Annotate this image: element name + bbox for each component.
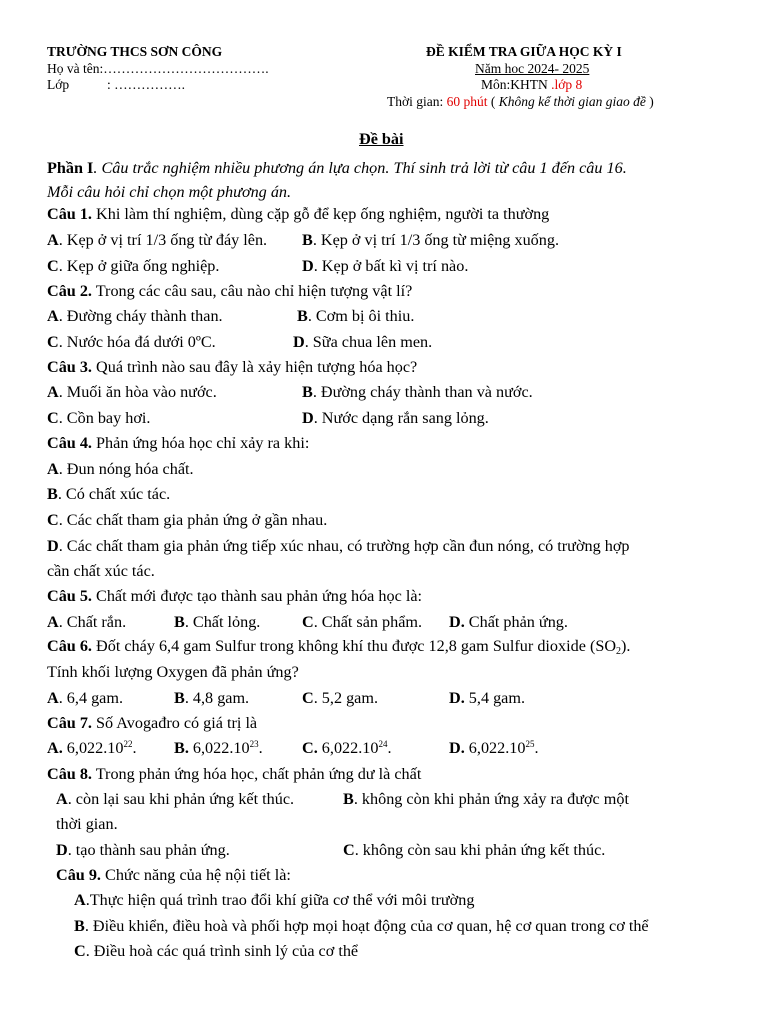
option-end: . bbox=[387, 739, 392, 757]
option-letter: B bbox=[174, 613, 185, 631]
option-text: . Sữa chua lên men. bbox=[304, 333, 433, 351]
option-text: . Có chất xúc tác. bbox=[57, 485, 171, 503]
question-label: Câu 7. bbox=[47, 714, 92, 732]
option-text: . Nước dạng rắn sang lỏng. bbox=[313, 409, 489, 427]
subscript: 2 bbox=[616, 646, 622, 657]
q5-option-a bbox=[47, 613, 126, 632]
option-text: . Các chất tham gia phản ứng ở gần nhau. bbox=[58, 511, 328, 529]
student-name-field: Họ và tên:………………………………. bbox=[47, 61, 269, 76]
option-text: . Chất lỏng. bbox=[184, 613, 261, 631]
time-paren-open: ( bbox=[487, 94, 499, 109]
option-letter: A bbox=[47, 307, 59, 325]
option-text: Chất phản ứng. bbox=[464, 613, 568, 631]
option-letter: C bbox=[302, 689, 314, 707]
q7-option-a bbox=[47, 739, 137, 758]
q4-option-d-cont: cần chất xúc tác. bbox=[47, 562, 155, 580]
time-label: Thời gian: bbox=[387, 94, 447, 109]
q9-option-b bbox=[74, 917, 649, 936]
q2-option-c bbox=[47, 333, 216, 352]
option-letter: B bbox=[47, 485, 58, 503]
option-text: . 6,4 gam. bbox=[58, 689, 123, 707]
part1-intro: . Câu trắc nghiệm nhiều phương án lựa chọn. Thí sinh trả lời từ câu 1 đến câu 16. bbox=[93, 159, 627, 177]
option-text: . 4,8 gam. bbox=[184, 689, 250, 707]
option-base: 6,022.10 bbox=[317, 739, 379, 757]
option-text: . Đường cháy thành than. bbox=[58, 307, 223, 325]
q1-option-c bbox=[47, 257, 219, 276]
option-letter: D bbox=[293, 333, 305, 351]
option-letter: B bbox=[297, 307, 308, 325]
question-2 bbox=[47, 282, 412, 301]
option-letter: A bbox=[74, 891, 86, 909]
option-text: . Kẹp ở giữa ống nghiệp. bbox=[58, 257, 220, 275]
subject-name: Môn:KHTN bbox=[481, 77, 548, 92]
q5-option-b bbox=[174, 613, 260, 632]
option-dot: . bbox=[184, 739, 189, 757]
q6-option-a bbox=[47, 689, 123, 708]
option-letter: B bbox=[174, 739, 185, 757]
school-name: TRƯỜNG THCS SƠN CÔNG bbox=[47, 44, 223, 59]
option-base: 6,022.10 bbox=[188, 739, 250, 757]
time-value: 60 phút bbox=[446, 94, 488, 109]
q2-option-a bbox=[47, 307, 223, 326]
option-letter: B bbox=[343, 790, 354, 808]
class-field: : ……………. bbox=[107, 77, 186, 92]
option-text: . không còn khi phản ứng xảy ra được một bbox=[353, 790, 629, 808]
part1-intro-line1 bbox=[47, 159, 627, 178]
option-letter: B bbox=[302, 231, 313, 249]
option-letter: D bbox=[47, 537, 59, 555]
question-label: Câu 5. bbox=[47, 587, 92, 605]
exam-title: ĐỀ KIỂM TRA GIỮA HỌC KỲ I bbox=[426, 44, 622, 59]
option-text: . tạo thành sau phản ứng. bbox=[67, 841, 230, 859]
option-text: . Cơm bị ôi thiu. bbox=[307, 307, 415, 325]
question-9 bbox=[56, 866, 291, 885]
question-5 bbox=[47, 587, 422, 606]
option-letter: A bbox=[47, 689, 59, 707]
q8-option-c bbox=[343, 841, 605, 860]
option-letter: C bbox=[302, 739, 314, 757]
q4-option-d bbox=[47, 537, 630, 556]
option-text: . Muối ăn hòa vào nước. bbox=[58, 383, 217, 401]
q2-option-b bbox=[297, 307, 414, 326]
question-1 bbox=[47, 205, 549, 224]
exponent: 22 bbox=[123, 739, 133, 749]
q3-option-d bbox=[302, 409, 489, 428]
option-letter: C bbox=[47, 257, 59, 275]
q8-option-b bbox=[343, 790, 629, 809]
q4-option-c bbox=[47, 511, 327, 530]
option-dot: . bbox=[58, 739, 63, 757]
option-letter: A bbox=[56, 790, 68, 808]
option-letter: A bbox=[47, 383, 59, 401]
q9-option-a bbox=[74, 891, 474, 910]
q2-option-d bbox=[293, 333, 432, 352]
option-letter: B bbox=[74, 917, 85, 935]
option-letter: D bbox=[56, 841, 68, 859]
option-text: .Thực hiện quá trình trao đổi khí giữa cơ thể với môi trường bbox=[85, 891, 475, 909]
option-text: 5,4 gam. bbox=[464, 689, 525, 707]
q3-option-a bbox=[47, 383, 217, 402]
question-label: Câu 8. bbox=[47, 765, 92, 783]
question-text: Trong các câu sau, câu nào chỉ hiện tượng vật lí? bbox=[91, 282, 413, 300]
option-text: . Đun nóng hóa chất. bbox=[58, 460, 194, 478]
time-note: Không kể thời gian giao đề bbox=[498, 94, 646, 109]
option-text: . Điều hoà các quá trình sinh lý của cơ thể bbox=[85, 942, 359, 960]
option-dot: . bbox=[313, 739, 318, 757]
option-letter: A bbox=[47, 613, 59, 631]
exponent: 23 bbox=[249, 739, 259, 749]
q1-option-d bbox=[302, 257, 468, 276]
question-7 bbox=[47, 714, 257, 733]
option-text: . Chất sản phẩm. bbox=[313, 613, 423, 631]
question-8 bbox=[47, 765, 421, 784]
exponent: 24 bbox=[378, 739, 388, 749]
question-3 bbox=[47, 358, 417, 377]
exponent: 25 bbox=[525, 739, 535, 749]
q3-option-c bbox=[47, 409, 150, 428]
question-text: Quá trình nào sau đây là xảy hiện tượng hóa học? bbox=[91, 358, 418, 376]
q4-option-b bbox=[47, 485, 170, 504]
option-letter: B bbox=[174, 689, 185, 707]
option-letter: C bbox=[74, 942, 86, 960]
option-letter: C bbox=[47, 511, 59, 529]
question-text-end: ). bbox=[621, 637, 631, 655]
subject-line bbox=[481, 77, 582, 93]
question-6-line2: Tính khối lượng Oxygen đã phản ứng? bbox=[47, 663, 299, 681]
question-text: Chức năng của hệ nội tiết là: bbox=[100, 866, 291, 884]
option-end: . bbox=[258, 739, 263, 757]
q4-option-a bbox=[47, 460, 194, 479]
option-text: . Kẹp ở vị trí 1/3 ống từ đáy lên. bbox=[58, 231, 268, 249]
question-label: Câu 9. bbox=[56, 866, 101, 884]
question-text: Khi làm thí nghiệm, dùng cặp gỗ để kẹp ống nghiệm, người ta thường bbox=[91, 205, 550, 223]
option-end: . bbox=[534, 739, 539, 757]
question-label: Câu 2. bbox=[47, 282, 92, 300]
option-text: . Kẹp ở vị trí 1/3 ống từ miệng xuống. bbox=[312, 231, 560, 249]
school-year: Năm hoc 2024- 2025 bbox=[475, 61, 590, 76]
option-letter: A bbox=[47, 460, 59, 478]
question-text: Số Avogađro có giá trị là bbox=[91, 714, 258, 732]
option-letter: C bbox=[302, 613, 314, 631]
question-text: Đốt cháy 6,4 gam Sulfur trong không khí thu được 12,8 gam Sulfur dioxide (SO bbox=[91, 637, 617, 655]
option-letter: D bbox=[302, 257, 314, 275]
option-letter: B bbox=[302, 383, 313, 401]
q9-option-c bbox=[74, 942, 358, 961]
page-heading: Đề bài bbox=[359, 130, 404, 148]
option-text: . Nước hóa đá dưới 0ºC. bbox=[58, 333, 216, 351]
option-dot: . bbox=[460, 739, 465, 757]
question-label: Câu 1. bbox=[47, 205, 92, 223]
option-text: . Điều khiển, điều hoà và phối hợp mọi hoạt động của cơ quan, hệ cơ quan trong cơ thể bbox=[84, 917, 649, 935]
option-letter: D. bbox=[449, 689, 465, 707]
question-text: Chất mới được tạo thành sau phản ứng hóa học là: bbox=[91, 587, 423, 605]
q7-option-d bbox=[449, 739, 539, 758]
option-end: . bbox=[132, 739, 137, 757]
q5-option-c bbox=[302, 613, 422, 632]
option-letter: A bbox=[47, 739, 59, 757]
option-text: . Chất rắn. bbox=[58, 613, 127, 631]
option-text: . Các chất tham gia phản ứng tiếp xúc nhau, có trường hợp cần đun nóng, có trường hợp bbox=[58, 537, 630, 555]
option-text: . còn lại sau khi phản ứng kết thúc. bbox=[67, 790, 295, 808]
subject-grade: .lớp 8 bbox=[547, 77, 583, 92]
question-text: Phản ứng hóa học chỉ xảy ra khi: bbox=[91, 434, 310, 452]
time-line bbox=[387, 94, 654, 110]
q3-option-b bbox=[302, 383, 533, 402]
option-letter: C bbox=[47, 333, 59, 351]
q7-option-c bbox=[302, 739, 392, 758]
q8-option-a bbox=[56, 790, 294, 809]
option-letter: D bbox=[449, 739, 461, 757]
q6-option-d bbox=[449, 689, 525, 708]
option-letter: C bbox=[47, 409, 59, 427]
question-text: Trong phản ứng hóa học, chất phản ứng dư là chất bbox=[91, 765, 422, 783]
option-base: 6,022.10 bbox=[464, 739, 526, 757]
option-text: . Đường cháy thành than và nước. bbox=[312, 383, 533, 401]
option-letter: C bbox=[343, 841, 355, 859]
question-label: Câu 4. bbox=[47, 434, 92, 452]
option-letter: D bbox=[302, 409, 314, 427]
q7-option-b bbox=[174, 739, 263, 758]
q8-option-b-cont: thời gian. bbox=[56, 815, 118, 833]
q6-option-c bbox=[302, 689, 378, 708]
q1-option-a bbox=[47, 231, 267, 250]
question-label: Câu 3. bbox=[47, 358, 92, 376]
part1-label: Phần I bbox=[47, 159, 94, 177]
q1-option-b bbox=[302, 231, 559, 250]
option-text: . Cồn bay hơi. bbox=[58, 409, 151, 427]
time-paren-close: ) bbox=[645, 94, 654, 109]
option-text: . 5,2 gam. bbox=[313, 689, 378, 707]
option-letter: D. bbox=[449, 613, 465, 631]
q5-option-d bbox=[449, 613, 568, 632]
option-text: . không còn sau khi phản ứng kết thúc. bbox=[354, 841, 606, 859]
question-label: Câu 6. bbox=[47, 637, 92, 655]
class-label: Lớp bbox=[47, 77, 70, 92]
option-text: . Kẹp ở bất kì vị trí nào. bbox=[313, 257, 469, 275]
question-4 bbox=[47, 434, 309, 453]
q6-option-b bbox=[174, 689, 249, 708]
q8-option-d bbox=[56, 841, 230, 860]
option-letter: A bbox=[47, 231, 59, 249]
option-base: 6,022.10 bbox=[62, 739, 124, 757]
part1-intro-line2: Mỗi câu hỏi chỉ chọn một phương án. bbox=[47, 183, 292, 201]
question-6 bbox=[47, 637, 630, 656]
